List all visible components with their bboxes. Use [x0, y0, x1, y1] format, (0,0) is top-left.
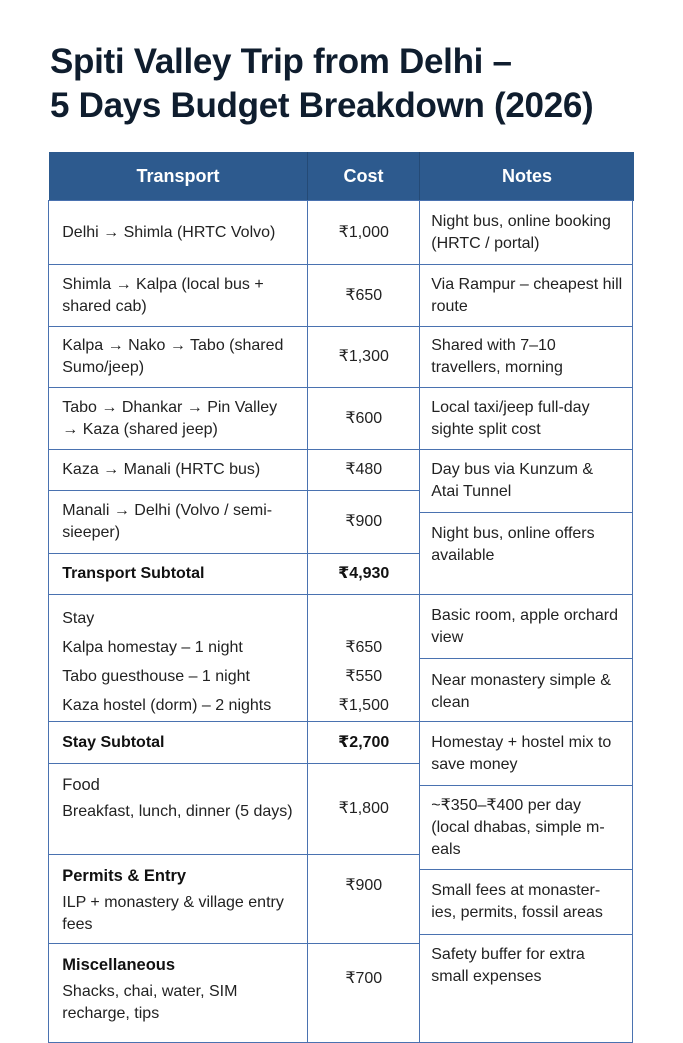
header-transport: Transport — [49, 152, 308, 201]
stay-costs — [307, 594, 420, 722]
table-row-item — [48, 449, 308, 491]
cost-cell: ₹1,000 — [307, 200, 420, 265]
page-title — [50, 40, 593, 128]
stay-item: Kaza hostel (dorm) – 2 nights — [62, 697, 272, 715]
note-text: Homestay + hostel mix to save money — [431, 734, 612, 774]
title-line-2: 5 Days Budget Breakdown (2026) — [50, 86, 594, 125]
stay-heading: Stay — [62, 610, 95, 628]
note-cell — [419, 326, 633, 388]
permits-desc: ILP + monastery & village entry fees — [62, 894, 284, 934]
note-text: Near monastery simple & clean — [431, 672, 611, 712]
misc-heading: Miscellaneous — [62, 956, 176, 975]
permits-item — [48, 854, 308, 944]
header-cost: Cost — [308, 152, 420, 201]
budget-table — [49, 152, 634, 1032]
food-heading: Food — [62, 776, 100, 795]
note-cell — [419, 785, 633, 870]
stay-subtotal-label — [48, 721, 308, 764]
table-row-item — [48, 490, 308, 554]
misc-item — [48, 943, 308, 1043]
permits-cost: ₹900 — [307, 854, 420, 944]
food-desc: Breakfast, lunch, dinner (5 days) — [62, 803, 293, 821]
note-text: Local taxi/jeep full-day sighte split cost — [431, 398, 590, 438]
permits-heading: Permits & Entry — [62, 867, 187, 886]
stay-cost: ₹650 — [345, 639, 383, 657]
item-text: Kalpa → Nako → Tabo (shared Sumo/jeep) — [62, 337, 284, 377]
stay-item: Tabo guesthouse – 1 night — [62, 668, 250, 686]
note-cell — [419, 721, 633, 786]
subtotal-text: Transport Subtotal — [62, 565, 205, 583]
food-cost: ₹1,800 — [307, 763, 420, 855]
item-text: Delhi → Shimla (HRTC Volvo) — [62, 223, 276, 241]
table-row-item — [48, 326, 308, 388]
note-text: Day bus via Kunzum & Atai Tunnel — [431, 461, 594, 501]
item-text: Shimla → Kalpa (local bus + shared cab) — [62, 275, 264, 315]
stay-cost: ₹1,500 — [338, 697, 389, 715]
stay-item: Kalpa homestay – 1 night — [62, 639, 243, 657]
stay-subtotal-cost: ₹2,700 — [307, 721, 420, 764]
note-text: Night bus, online offers available — [431, 525, 595, 565]
note-cell — [419, 512, 633, 595]
note-cell — [419, 869, 633, 935]
table-row-item — [48, 200, 308, 265]
note-cell — [419, 387, 633, 450]
table-row-item — [48, 387, 308, 450]
title-line-1: Spiti Valley Trip from Delhi – — [50, 42, 512, 81]
subtotal-text: Stay Subtotal — [62, 733, 165, 751]
cost-cell: ₹900 — [307, 490, 420, 554]
note-text: Via Rampur – cheapest hill route — [431, 275, 623, 315]
note-text: Shared with 7–10 travellers, morning — [431, 337, 563, 377]
misc-cost: ₹700 — [307, 943, 420, 1043]
item-text: Kaza → Manali (HRTC bus) — [62, 461, 261, 479]
cost-cell: ₹650 — [307, 264, 420, 327]
stay-cost: ₹550 — [345, 668, 383, 686]
transport-subtotal-label — [48, 553, 308, 595]
cost-cell: ₹600 — [307, 387, 420, 450]
note-text: Night bus, online booking (HRTC / portal) — [431, 212, 611, 252]
note-cell — [419, 200, 633, 265]
note-text: Basic room, apple orchard view — [431, 607, 619, 647]
transport-subtotal-cost: ₹4,930 — [307, 553, 420, 595]
note-cell — [419, 934, 633, 1043]
table-row-item — [48, 264, 308, 327]
cost-cell: ₹480 — [307, 449, 420, 491]
stay-items — [48, 594, 308, 722]
header-notes: Notes — [420, 152, 634, 201]
note-cell — [419, 594, 633, 659]
cost-cell: ₹1,300 — [307, 326, 420, 388]
item-text: Tabo → Dhankar → Pin Valley → Kaza (shared jeep) — [62, 398, 278, 438]
note-cell — [419, 264, 633, 327]
note-text: Small fees at monaster-ies, permits, fossil areas — [431, 882, 603, 922]
note-text: Safety buffer for extra small expenses — [431, 946, 585, 986]
food-item — [48, 763, 308, 855]
misc-desc: Shacks, chai, water, SIM recharge, tips — [62, 983, 238, 1023]
note-cell — [419, 658, 633, 722]
item-text: Manali → Delhi (Volvo / semi-sieeper) — [62, 502, 273, 542]
note-cell — [419, 449, 633, 513]
note-text: ~₹350–₹400 per day (local dhabas, simple m-eals — [431, 797, 605, 859]
